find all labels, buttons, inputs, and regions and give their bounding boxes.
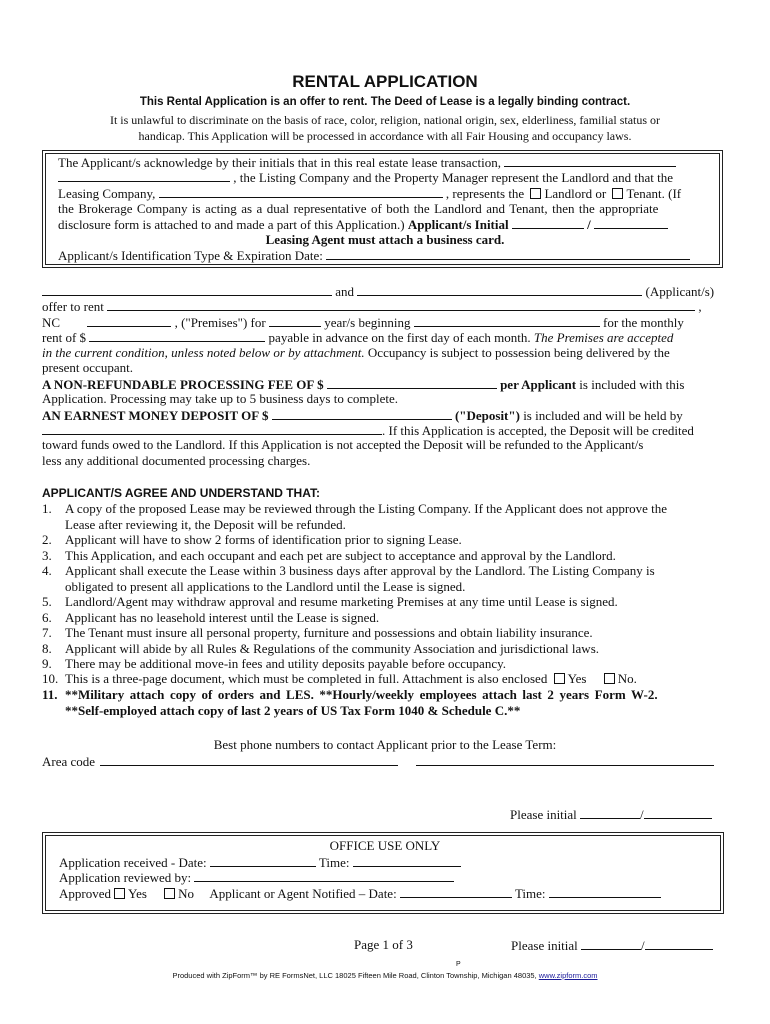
list-item-number: 11. [42,687,58,702]
fair-housing-line-2: handicap. This Application will be processed in accordance with all Fair Housing and occupancy laws. [138,129,632,143]
list-item-number: 2. [42,532,52,547]
notified-time-label: Time: [514,886,546,901]
list-item-text: A copy of the proposed Lease may be reviewed through the Listing Company. If the Applicant does not approve the [65,501,668,516]
notified-date-field[interactable] [400,885,512,898]
list-item-number: 3. [42,548,52,563]
list-item-text: This Application, and each occupant and each pet are subject to acceptance and approval by the Landlord. [65,548,616,563]
initial-1b-field[interactable] [644,806,712,819]
attachment-no-checkbox[interactable] [604,673,615,684]
notified-label: Applicant or Agent Notified – Date: [209,886,397,901]
tenant-checkbox[interactable] [612,188,623,199]
received-date-field[interactable] [210,854,316,867]
approved-yes-label: Yes [128,886,147,901]
list-item-text [65,671,722,687]
list-item-text: Applicant will abide by all Rules & Regulations of the community Association and jurisdictional laws. [65,641,600,656]
nc-label: NC [42,315,61,330]
approved-label: Approved [59,886,111,901]
applicant-2-field[interactable] [357,283,642,296]
applicant-initial-2-field[interactable] [594,216,668,229]
list-item-text: Applicant will have to show 2 forms of identification prior to signing Lease. [65,532,462,547]
applicant-initial-label: Applicant/s Initial [407,217,509,232]
rent-of-label: rent of $ [42,330,87,345]
deposit-amount-field[interactable] [272,407,452,420]
applicant-initial-1-field[interactable] [512,216,584,229]
premises-for-text: , ("Premises") for [174,315,266,330]
business-card-notice: Leasing Agent must attach a business card. [265,232,505,247]
deposit-holder-field[interactable] [42,422,382,435]
best-phone-text: Best phone numbers to contact Applicant prior to the Lease Term: [213,737,557,752]
agree-heading: APPLICANT/S AGREE AND UNDERSTAND THAT: [42,486,320,500]
list-item-number: 5. [42,594,52,609]
id-type-field[interactable] [326,247,690,260]
list-item-text: Landlord/Agent may withdraw approval and resume marketing Premises at any time until Lease is signed. [65,594,618,609]
list-item-number: 10. [42,671,59,686]
applicant-1-field[interactable] [42,283,332,296]
slash-text: / [641,938,645,953]
list-item-text: **Self-employed attach copy of last 2 years of US Tax Form 1040 & Schedule C.** [65,703,521,718]
received-time-field[interactable] [353,854,461,867]
phone-2-field[interactable] [416,753,714,766]
box1-line-2 [58,169,673,186]
comma-text: , [698,299,702,314]
attachment-no-label: No. [617,671,637,686]
landlord-label: Landlord or [544,186,607,201]
toward-funds-line: toward funds owed to the Landlord. If this Application is not accepted the Deposit will be refunded to the Applicant/s [42,438,644,452]
listing-company-text: , the Listing Company and the Property Manager represent the Landlord and that the [233,170,673,185]
years-field[interactable] [269,314,321,327]
reviewed-label: Application reviewed by: [59,870,192,885]
received-label: Application received - Date: [59,855,207,870]
footer-mark: P [456,961,461,968]
id-type-label: Applicant/s Identification Type & Expiration Date: [58,248,323,263]
applicants-label: (Applicant/s) [645,284,715,299]
rent-line [42,329,722,346]
subtitle: This Rental Application is an offer to rent. The Deed of Lease is a legally binding contract. [139,96,631,108]
beginning-date-field[interactable] [414,314,600,327]
approved-yes-checkbox[interactable] [114,888,125,899]
fee-label: A NON-REFUNDABLE PROCESSING FEE OF $ [42,377,324,392]
fair-housing-line-1: It is unlawful to discriminate on the basis of race, color, religion, national origin, sex, elderliness, familial status or [109,113,661,127]
listing-company-field[interactable] [58,169,230,182]
office-use-title: OFFICE USE ONLY [329,838,441,853]
current-condition-text: in the current condition, unless noted below or by attachment. [42,345,365,360]
leasing-company-label: Leasing Company, [58,186,156,201]
rent-amount-field[interactable] [89,329,265,342]
years-beginning-text: year/s beginning [324,315,411,330]
condition-line [42,345,722,361]
area-code-label: Area code [42,754,96,769]
property-address-field[interactable] [107,298,695,311]
approved-no-checkbox[interactable] [164,888,175,899]
initial-line-1: Please initial / [510,806,712,823]
represents-text: , represents the [445,186,525,201]
payable-text: payable in advance on the first day of each month. [268,330,531,345]
disclosure-text: disclosure form is attached to and made a part of this Application.) [58,217,405,232]
fee-amount-field[interactable] [327,376,497,389]
box1-line-7 [58,247,690,264]
produced-text: Produced with ZipForm™ by RE FormsNet, LLC 18025 Fifteen Mile Road, Clinton Township, Michigan 48035, [172,971,537,980]
reviewed-line [59,869,454,886]
list-item-number: 9. [42,656,52,671]
page-title: RENTAL APPLICATION [292,72,478,91]
list-item-text: **Military attach copy of orders and LES. **Hourly/weekly employees attach last 2 years Form W-2. [65,687,658,702]
three-page-text: This is a three-page document, which must be completed in full. Attachment is also enclosed [65,671,548,686]
attachment-yes-checkbox[interactable] [554,673,565,684]
initial-2a-field[interactable] [581,937,641,950]
box1-line-5: disclosure form is attached to and made a part of this Application.) Applicant/s Initial / [58,216,668,233]
list-item-number: 1. [42,501,52,516]
for-monthly-text: for the monthly [602,315,684,330]
list-item-text: There may be additional move-in fees and utility deposits payable before occupancy. [65,656,506,671]
box1-line-4: the Brokerage Company is acting as a dual representative of both the Landlord and Tenant, then the appropriate [58,201,659,216]
list-item-text: The Tenant must insure all personal property, furniture and possessions and obtain liability insurance. [65,625,593,640]
occupancy-text: Occupancy is subject to possession being delivered by the [367,345,670,360]
initial-2b-field[interactable] [645,937,713,950]
list-item-text: obligated to present all applications to the Landlord until the Lease is signed. [65,579,466,594]
zipform-link[interactable]: www.zipform.com [538,971,598,980]
please-initial-label: Please initial [510,807,577,822]
list-item-number: 8. [42,641,52,656]
page-number: Page 1 of 3 [354,937,413,952]
deposit-holder-line [42,422,722,439]
tenant-label: Tenant. (If [626,186,682,201]
deposit-label: AN EARNEST MONEY DEPOSIT OF $ [42,408,269,423]
initial-line-2 [511,937,713,954]
offer-line [42,298,722,315]
list-item-text: Lease after reviewing it, the Deposit will be refunded. [65,517,346,532]
list-item-number: 4. [42,563,52,578]
list-item-number: 7. [42,625,52,640]
notified-time-field[interactable] [549,885,661,898]
initial-1a-field[interactable] [580,806,640,819]
less-charges-line: less any additional documented processing charges. [42,453,311,468]
deposit-held-text: is included and will be held by [523,408,683,423]
produced-line [0,971,770,980]
acknowledge-text: The Applicant/s acknowledge by their initials that in this real estate lease transaction, [58,155,501,170]
area-code-line [42,753,722,770]
offer-to-rent-label: offer to rent [42,299,104,314]
processing-time-line: Application. Processing may take up to 5 business days to complete. [42,391,398,406]
list-item-text: Applicant shall execute the Lease within 3 business days after approval by the Landlord. The Listing Company is [65,563,655,578]
phone-1-field[interactable] [100,753,398,766]
approved-no-label: No [178,886,195,901]
received-time-label: Time: [318,855,350,870]
approved-line [59,885,661,902]
fee-included-text: is included with this [579,377,685,392]
premises-accepted-text: The Premises are accepted [533,330,674,345]
deposit-word: ("Deposit") [454,408,520,423]
list-item-text: Applicant has no leasehold interest until the Lease is signed. [65,610,380,625]
and-text: and [335,284,355,299]
zip-field[interactable] [87,314,171,327]
list-item-number: 6. [42,610,52,625]
landlord-checkbox[interactable] [530,188,541,199]
box1-line-3 [58,185,681,202]
reviewed-by-field[interactable] [194,869,454,882]
transaction-field[interactable] [504,154,676,167]
if-accepted-text: . If this Application is accepted, the Deposit will be credited [382,423,694,438]
leasing-company-field[interactable] [159,185,443,198]
present-occupant-line: present occupant. [42,360,133,375]
please-initial-label: Please initial [511,938,578,953]
per-applicant-text: per Applicant [500,377,577,392]
attachment-yes-label: Yes [567,671,587,686]
